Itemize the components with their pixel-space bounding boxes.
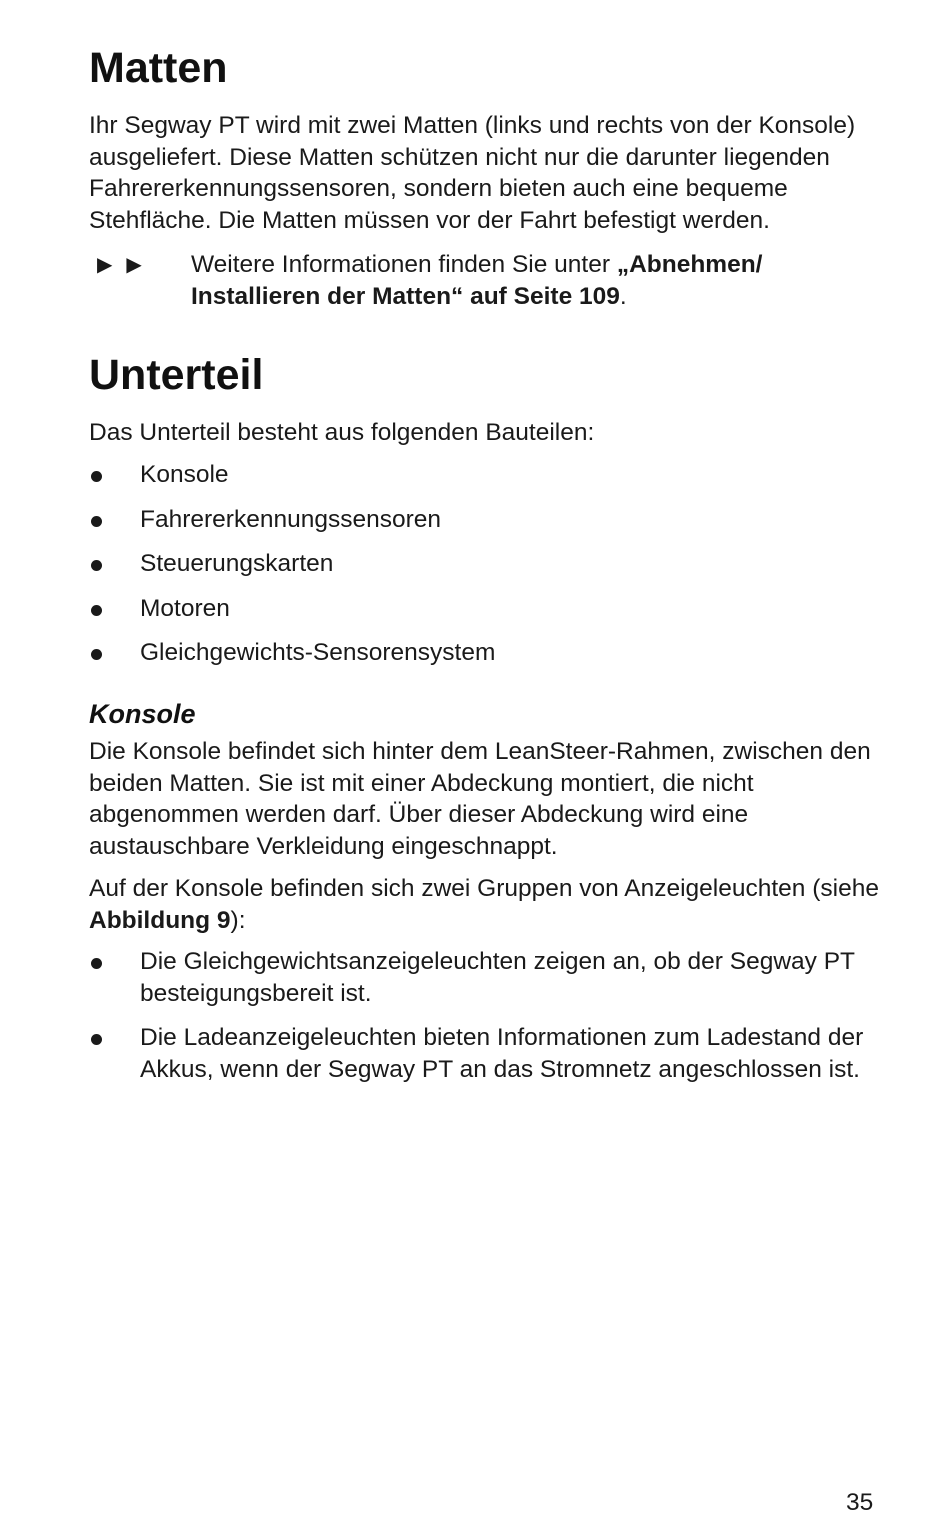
bullet-icon: [91, 649, 102, 660]
list-item: [89, 946, 889, 1009]
list-item-text: Fahrererkennungssensoren: [140, 505, 441, 533]
unterteil-intro: Das Unterteil besteht aus folgenden Bauteilen:: [89, 419, 595, 446]
matten-paragraph: Ihr Segway PT wird mit zwei Matten (links und rechts von der Konsole) ausgeliefert. Diese Matten schützen nicht nur die darunter liegenden Fahrererkennungssensoren, sondern bieten auch eine bequeme Stehfläche. Die Matten müssen vor der Fahrt befestigt werden.: [89, 112, 856, 234]
list-item: [89, 504, 889, 536]
konsole-paragraph-1: Die Konsole befindet sich hinter dem LeanSteer-Rahmen, zwischen den beiden Matten. Sie ist mit einer Abdeckung montiert, die nicht abgenommen werden darf. Über dieser Abdeckung wird eine austauschbare Verkleidung eingeschnappt.: [89, 738, 871, 860]
bullet-icon: [91, 605, 102, 616]
list-item-text: Die Ladeanzeigeleuchten bieten Informationen zum Ladestand der Akkus, wenn der Segway PT an das Stromnetz angeschlossen ist.: [140, 1024, 864, 1083]
parts-list: [89, 459, 889, 682]
subsection-title-konsole: Konsole: [89, 699, 196, 729]
konsole-p2-suffix: ):: [230, 906, 246, 934]
cross-reference-suffix: .: [619, 282, 627, 310]
cross-reference-link[interactable]: „Abnehmen/ Installieren der Matten“ auf Seite 109: [191, 251, 763, 310]
list-item-text: Die Gleichgewichtsanzeigeleuchten zeigen an, ob der Segway PT besteigungsbereit ist.: [140, 948, 855, 1007]
figure-reference-link[interactable]: Abbildung 9: [89, 906, 231, 934]
konsole-p2-prefix: Auf der Konsole befinden sich zwei Gruppen von Anzeigeleuchten (siehe: [89, 875, 879, 902]
section-title-unterteil: Unterteil: [89, 351, 264, 399]
double-arrow-icon: ▶▶: [97, 254, 156, 276]
bullet-icon: [91, 1034, 102, 1045]
list-item: [89, 1022, 889, 1085]
bullet-icon: [91, 471, 102, 482]
cross-reference-prefix: Weitere Informationen finden Sie unter: [191, 251, 617, 278]
bullet-icon: [91, 560, 102, 571]
cross-reference-text: [191, 249, 871, 312]
page-number: 35: [846, 1489, 874, 1516]
list-item-text: Steuerungskarten: [140, 550, 334, 577]
indicator-lights-list: [89, 946, 889, 1098]
list-item: [89, 548, 889, 580]
konsole-paragraph-2: [89, 873, 889, 936]
list-item-text: Konsole: [140, 461, 229, 488]
list-item: [89, 637, 889, 669]
list-item: [89, 593, 889, 625]
bullet-icon: [91, 958, 102, 969]
section-title-matten: Matten: [89, 44, 228, 92]
list-item-text: Gleichgewichts-Sensorensystem: [140, 639, 496, 666]
bullet-icon: [91, 516, 102, 527]
list-item: [89, 459, 889, 491]
list-item-text: Motoren: [140, 594, 230, 622]
